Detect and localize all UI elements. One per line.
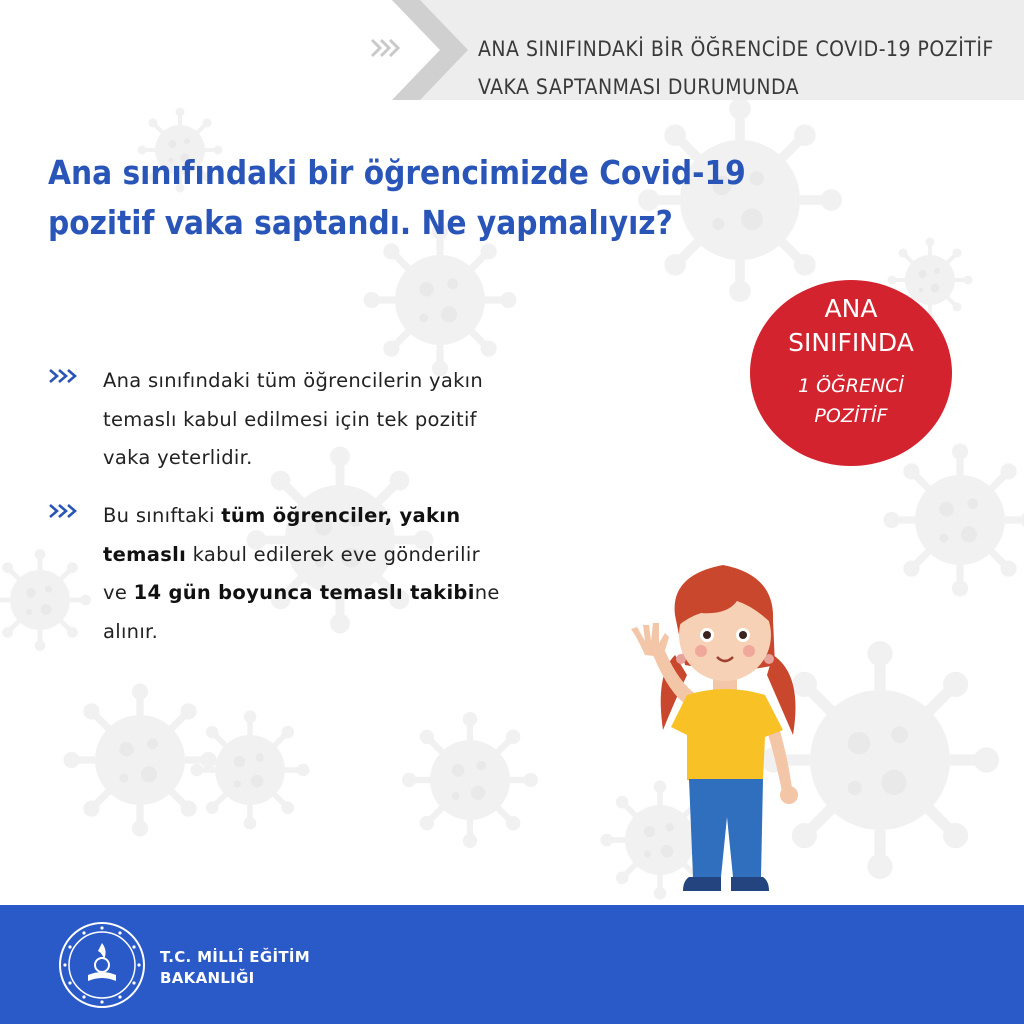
- footer-bar: [0, 905, 1024, 1024]
- bold-text: tüm öğrenciler, yakın: [221, 504, 461, 527]
- bold-text: temaslı: [103, 542, 187, 566]
- bullet-2-text: [103, 497, 613, 651]
- badge-line-3: 1 ÖĞRENCİ: [797, 375, 905, 397]
- bullet-2-line-3: [103, 574, 613, 613]
- triple-chevron-icon: [48, 503, 78, 519]
- header-line-1: ANA SINIFINDAKİ BİR ÖĞRENCİDE COVID-19 POZİTİF: [478, 37, 994, 61]
- bullet-1-text: [103, 362, 613, 478]
- ministry-line-2: BAKANLIĞI: [160, 969, 255, 987]
- header-title: [478, 30, 1018, 106]
- ministry-name: [160, 947, 310, 989]
- bullet-1-line-2: temaslı kabul edilmesi için tek pozitif: [103, 407, 477, 431]
- question-line-1: Ana sınıfındaki bir öğrencimizde Covid-19: [48, 153, 746, 192]
- girl-illustration: [615, 555, 825, 905]
- text-span: Bu sınıftaki: [103, 504, 222, 527]
- badge-line-1: ANA: [824, 294, 878, 323]
- header-line-2: VAKA SAPTANMASI DURUMUNDA: [478, 75, 800, 99]
- bullet-2-line-1: [103, 497, 613, 536]
- ministry-logo-icon: [58, 921, 146, 1009]
- badge-line-4: POZİTİF: [814, 405, 888, 427]
- text-span: ve: [103, 581, 134, 604]
- text-span: kabul edilerek eve gönderilir: [186, 542, 480, 566]
- bullet-2-line-2: [103, 536, 613, 575]
- badge-line-2: SINIFINDA: [788, 328, 914, 357]
- triple-chevron-icon: [48, 368, 78, 384]
- bullet-1-line-1: Ana sınıfındaki tüm öğrencilerin yakın: [103, 369, 484, 392]
- ministry-line-1: T.C. MİLLÎ EĞİTİM: [160, 948, 310, 966]
- bullet-1-line-3: vaka yeterlidir.: [103, 446, 253, 469]
- question-heading: [48, 148, 748, 248]
- positive-case-badge: [750, 280, 952, 466]
- question-line-2: pozitif vaka saptandı. Ne yapmalıyız?: [48, 203, 673, 242]
- bullet-2-line-4: alınır.: [103, 619, 159, 643]
- bold-text: 14 gün boyunca temaslı takibi: [133, 581, 475, 604]
- text-span: ne: [474, 581, 500, 604]
